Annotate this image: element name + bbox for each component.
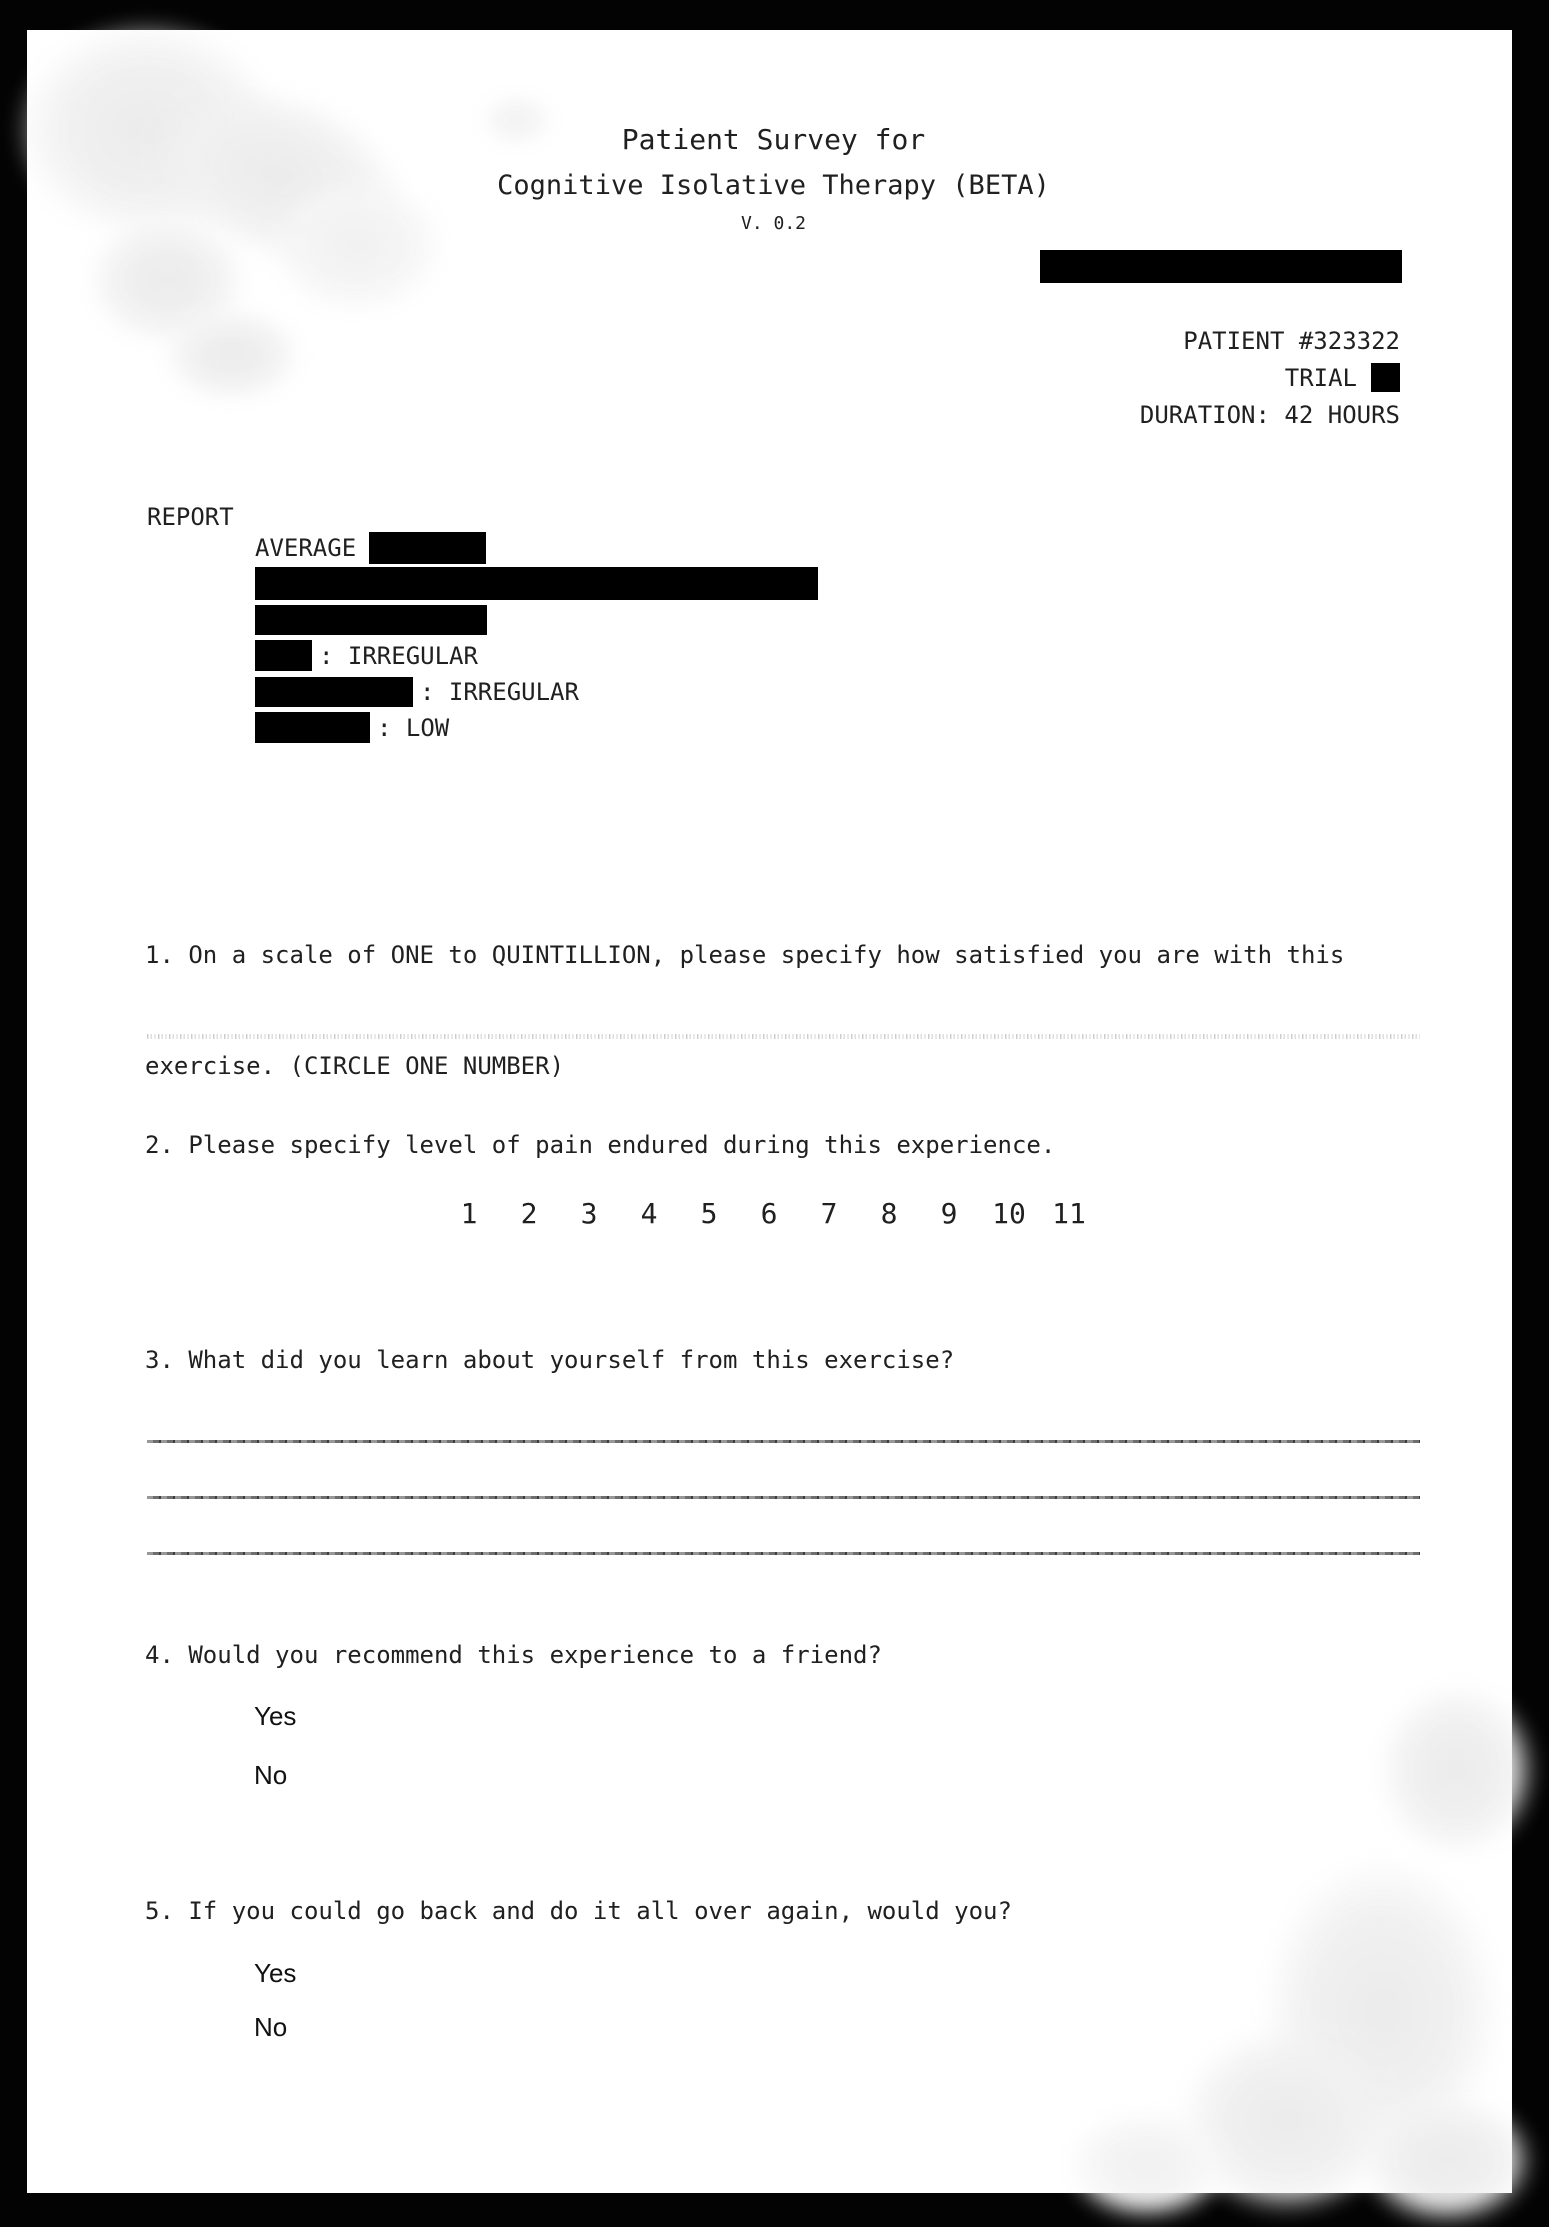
- scale-number-1[interactable]: 1: [460, 1197, 478, 1230]
- question-1-line-1: 1. On a scale of ONE to QUINTILLION, please specify how satisfied you are with this: [145, 941, 1345, 969]
- report-row-irregular-2: [255, 676, 818, 707]
- redaction-bar: [255, 605, 487, 635]
- scale-number-7[interactable]: 7: [820, 1197, 838, 1230]
- scale-number-8[interactable]: 8: [880, 1197, 898, 1230]
- scale-number-2[interactable]: 2: [520, 1197, 538, 1230]
- stain-bottom-right-2: [1137, 1990, 1437, 2227]
- scale-number-11[interactable]: 11: [1052, 1197, 1086, 1230]
- scale-number-3[interactable]: 3: [580, 1197, 598, 1230]
- scale-number-10[interactable]: 10: [992, 1197, 1026, 1230]
- question-4-option-yes[interactable]: Yes: [254, 1701, 297, 1731]
- trial-label: TRIAL: [1284, 363, 1357, 392]
- stain-right-mid: [1347, 1650, 1549, 1890]
- redaction-bar: [255, 677, 413, 707]
- question-4: 4. Would you recommend this experience to a friend?: [145, 1641, 882, 1669]
- report-row-average: [255, 532, 818, 563]
- stain-bottom-right-4: [1327, 2070, 1549, 2227]
- version-label: V. 0.2: [740, 213, 807, 234]
- answer-line-2[interactable]: [147, 1496, 1420, 1499]
- question-1-line-2: exercise. (CIRCLE ONE NUMBER): [145, 1052, 565, 1080]
- question-5-option-yes[interactable]: Yes: [254, 1958, 297, 1988]
- stain-bottom-right-1: [1217, 1800, 1547, 2220]
- microtext-divider: [147, 1034, 1420, 1039]
- answer-line-1[interactable]: [147, 1440, 1420, 1443]
- scale-number-5[interactable]: 5: [700, 1197, 718, 1230]
- question-4-option-no[interactable]: No: [254, 1760, 288, 1790]
- stain-bottom-right-3: [1037, 2090, 1257, 2227]
- low-value: : LOW: [377, 713, 450, 742]
- trial-redaction-square: [1371, 363, 1400, 392]
- duration-label: DURATION: 42 HOURS: [1139, 400, 1400, 429]
- average-label: AVERAGE: [255, 533, 357, 562]
- survey-page: [27, 30, 1512, 2193]
- patient-id: PATIENT #323322: [1183, 326, 1400, 355]
- question-1: [145, 863, 1344, 1159]
- question-2: 2. Please specify level of pain endured during this experience.: [145, 1131, 1056, 1159]
- question-5: 5. If you could go back and do it all over again, would you?: [145, 1897, 1012, 1925]
- patient-info-block: [1140, 322, 1400, 433]
- redaction-bar: [255, 712, 370, 743]
- report-row-redacted-long: [255, 568, 818, 599]
- question-3: 3. What did you learn about yourself from this exercise?: [145, 1346, 955, 1374]
- redaction-bar: [255, 567, 818, 600]
- pain-scale-row: [449, 1197, 1089, 1230]
- answer-line-3[interactable]: [147, 1552, 1420, 1555]
- report-row-low: [255, 712, 818, 743]
- irregular-value: : IRREGULAR: [420, 677, 579, 706]
- scale-number-6[interactable]: 6: [760, 1197, 778, 1230]
- trial-row: [1140, 359, 1400, 396]
- redaction-bar-header: [1040, 250, 1402, 283]
- question-5-option-no[interactable]: No: [254, 2012, 288, 2042]
- redaction-bar: [369, 532, 486, 564]
- scale-number-4[interactable]: 4: [640, 1197, 658, 1230]
- page-subtitle: Cognitive Isolative Therapy (BETA): [497, 170, 1050, 201]
- document-header: [147, 117, 1400, 239]
- report-heading: REPORT: [147, 503, 234, 531]
- page-title: Patient Survey for: [621, 123, 926, 156]
- redaction-bar: [255, 640, 312, 671]
- stain-top-left-5: [137, 290, 327, 420]
- report-row-redacted-medium: [255, 604, 818, 635]
- scale-number-9[interactable]: 9: [940, 1197, 958, 1230]
- irregular-value: : IRREGULAR: [319, 641, 478, 670]
- report-rows: [255, 532, 818, 748]
- report-row-irregular-1: [255, 640, 818, 671]
